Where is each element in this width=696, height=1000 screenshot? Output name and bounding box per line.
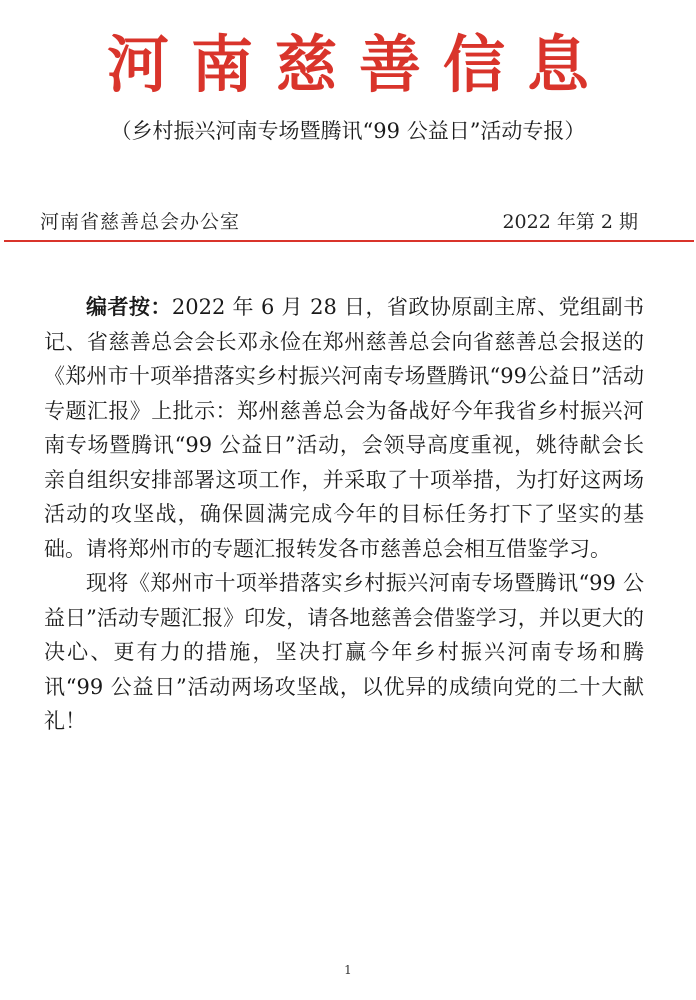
notice-paragraph: 现将《郑州市十项举措落实乡村振兴河南专场暨腾讯“99 公益日”活动专题汇报》印发，请各地慈善会借鉴学习，并以更大的决心、更有力的措施，坚决打赢今年乡村振兴河南专场和腾讯“99 公益日”活动两场攻坚战，以优异的成绩向党的二十大献礼！ — [44, 571, 644, 733]
red-divider — [4, 240, 694, 242]
issue-number: 2022 年第 2 期 — [502, 211, 638, 233]
issuer-name: 河南省慈善总会办公室 — [40, 211, 241, 233]
issue-info-row — [40, 206, 638, 238]
document-body — [44, 290, 644, 739]
editor-note-label: 编者按： — [86, 295, 172, 319]
page-number: 1 — [344, 963, 352, 977]
document-subtitle: （乡村振兴河南专场暨腾讯“99 公益日”活动专报） — [110, 119, 586, 143]
editor-note-text: 2022 年 6 月 28 日，省政协原副主席、党组副书记、省慈善总会会长邓永俭在郑州慈善总会向省慈善总会报送的《郑州市十项举措落实乡村振兴河南专场暨腾讯“99公益日”活动专题汇报》上批示：郑州慈善总会为备战好今年我省乡村振兴河南专场暨腾讯“99 公益日”活动，会领导高度重视，姚待献会长亲自组织安排部署这项工作，并采取了十项举措，为打好这两场活动的攻坚战，确保圆满完成今年的目标任务打下了坚实的基础。请将郑州市的专题汇报转发各市慈善总会相互借鉴学习。 — [44, 295, 645, 561]
masthead-title: 河南慈善信息 — [106, 28, 611, 101]
editor-note-paragraph — [44, 290, 644, 566]
